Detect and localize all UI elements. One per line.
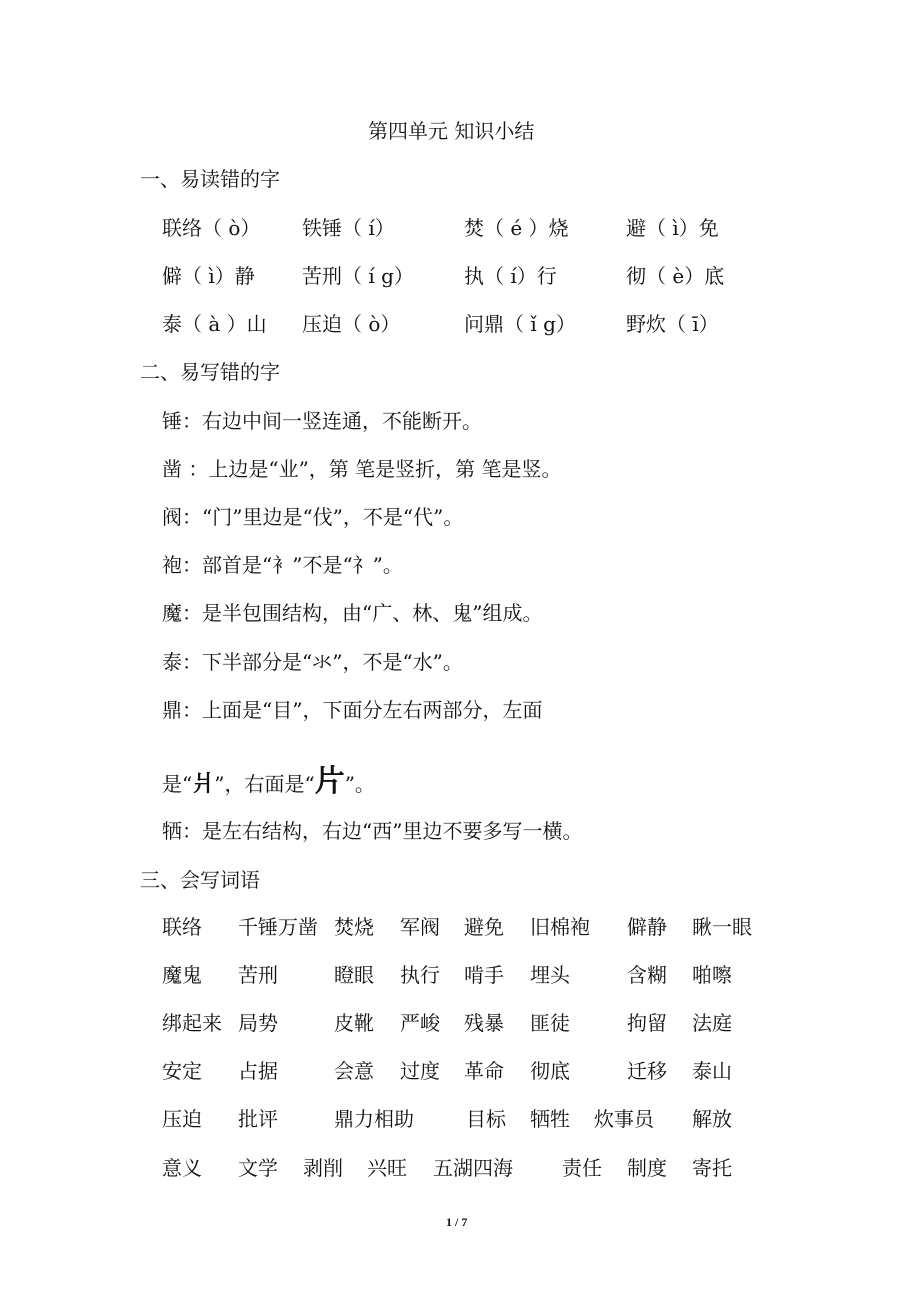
vocab-word: 会意 — [334, 1059, 374, 1083]
vocab-word: 局势 — [238, 1011, 278, 1035]
vocab-word: 剥削 — [303, 1156, 343, 1180]
vocab-word: 兴旺 — [367, 1156, 407, 1180]
vocab-word: 啪嚓 — [692, 963, 732, 987]
vocab-word: 寄托 — [692, 1156, 732, 1180]
vocab-word: 过度 — [400, 1059, 440, 1083]
vocab-word: 匪徒 — [530, 1011, 570, 1035]
vocab-word: 军阀 — [400, 915, 440, 939]
ding-middle: ”，右面是“ — [214, 772, 315, 796]
vocab-word: 炊事员 — [594, 1107, 654, 1131]
vocab-word: 制度 — [627, 1156, 667, 1180]
vocab-word: 瞪眼 — [334, 963, 374, 987]
note-line: 鼎：上面是“目”，下面分左右两部分，左面 — [162, 698, 543, 722]
vocab-word: 旧棉袍 — [530, 915, 590, 939]
vocab-word: 目标 — [466, 1107, 506, 1131]
pinyin-item: 焚（ é ）烧 — [464, 216, 569, 240]
vocab-word: 法庭 — [692, 1011, 732, 1035]
pinyin-item: 压迫（ ò） — [302, 312, 401, 336]
vocab-word: 僻静 — [627, 915, 667, 939]
note-line: 凿 ：上边是“业”，第 笔是竖折，第 笔是竖。 — [162, 457, 562, 481]
page-title: 第四单元 知识小结 — [368, 119, 535, 143]
section-heading-2: 二、易写错的字 — [140, 360, 280, 384]
vocab-word: 埋头 — [530, 963, 570, 987]
note-line: 阀：“门”里边是“伐”，不是“代”。 — [162, 505, 464, 529]
pinyin-item: 苦刑（ í g） — [302, 264, 414, 288]
ding-prefix: 是“ — [162, 772, 193, 796]
section-heading-1: 一、易读错的字 — [140, 167, 280, 191]
pinyin-item: 彻（ è）底 — [626, 264, 725, 288]
pinyin-item: 避（ ì）免 — [626, 216, 719, 240]
vocab-word: 迁移 — [627, 1059, 667, 1083]
note-line: 锤：右边中间一竖连通，不能断开。 — [162, 409, 482, 433]
vocab-word: 五湖四海 — [433, 1156, 513, 1180]
vocab-word: 执行 — [400, 963, 440, 987]
section-heading-3: 三、会写词语 — [140, 868, 260, 892]
vocab-word: 压迫 — [162, 1107, 202, 1131]
vocab-word: 千锤万凿 — [238, 915, 318, 939]
note-line: 魔：是半包围结构，由“广、林、鬼”组成。 — [162, 601, 543, 625]
pinyin-item: 执（ í）行 — [464, 264, 557, 288]
vocab-word: 解放 — [692, 1107, 732, 1131]
vocab-word: 文学 — [238, 1156, 278, 1180]
vocab-word: 意义 — [162, 1156, 202, 1180]
vocab-word: 安定 — [162, 1059, 202, 1083]
vocab-word: 严峻 — [400, 1011, 440, 1035]
ding-note-line — [162, 762, 375, 802]
note-line: 泰：下半部分是“氺”，不是“水”。 — [162, 650, 463, 674]
vocab-word: 彻底 — [530, 1059, 570, 1083]
vocab-word: 含糊 — [627, 963, 667, 987]
vocab-word: 牺牲 — [530, 1107, 570, 1131]
vocab-word: 泰山 — [692, 1059, 732, 1083]
vocab-word: 批评 — [238, 1107, 278, 1131]
pinyin-item: 野炊（ ī） — [626, 312, 719, 336]
vocab-word: 魔鬼 — [162, 963, 202, 987]
pinyin-item: 问鼎（ ǐ g） — [464, 312, 576, 336]
vocab-word: 鼎力相助 — [334, 1107, 414, 1131]
vocab-word: 啃手 — [464, 963, 504, 987]
vocab-word: 责任 — [562, 1156, 602, 1180]
vocab-word: 皮靴 — [334, 1011, 374, 1035]
vocab-word: 占据 — [238, 1059, 278, 1083]
ding-left-component: 爿 — [192, 772, 215, 797]
vocab-word: 苦刑 — [238, 963, 278, 987]
pinyin-item: 泰（ à ）山 — [162, 312, 267, 336]
pinyin-item: 联络（ ò） — [162, 216, 261, 240]
pinyin-item: 铁锤（ í） — [302, 216, 395, 240]
vocab-word: 残暴 — [464, 1011, 504, 1035]
vocab-word: 焚烧 — [334, 915, 374, 939]
note-line: 袍：部首是“衤”不是“礻”。 — [162, 553, 403, 577]
note-line: 牺：是左右结构，右边“西”里边不要多写一横。 — [162, 819, 583, 843]
pinyin-item: 僻（ ì）静 — [162, 264, 255, 288]
vocab-word: 联络 — [162, 915, 202, 939]
ding-right-component: 片 — [314, 764, 345, 799]
ding-suffix: ”。 — [344, 772, 375, 796]
vocab-word: 绑起来 — [162, 1011, 222, 1035]
vocab-word: 避免 — [464, 915, 504, 939]
vocab-word: 革命 — [464, 1059, 504, 1083]
vocab-word: 瞅一眼 — [692, 915, 752, 939]
vocab-word: 拘留 — [627, 1011, 667, 1035]
page-number: 1 / 7 — [446, 1215, 468, 1229]
